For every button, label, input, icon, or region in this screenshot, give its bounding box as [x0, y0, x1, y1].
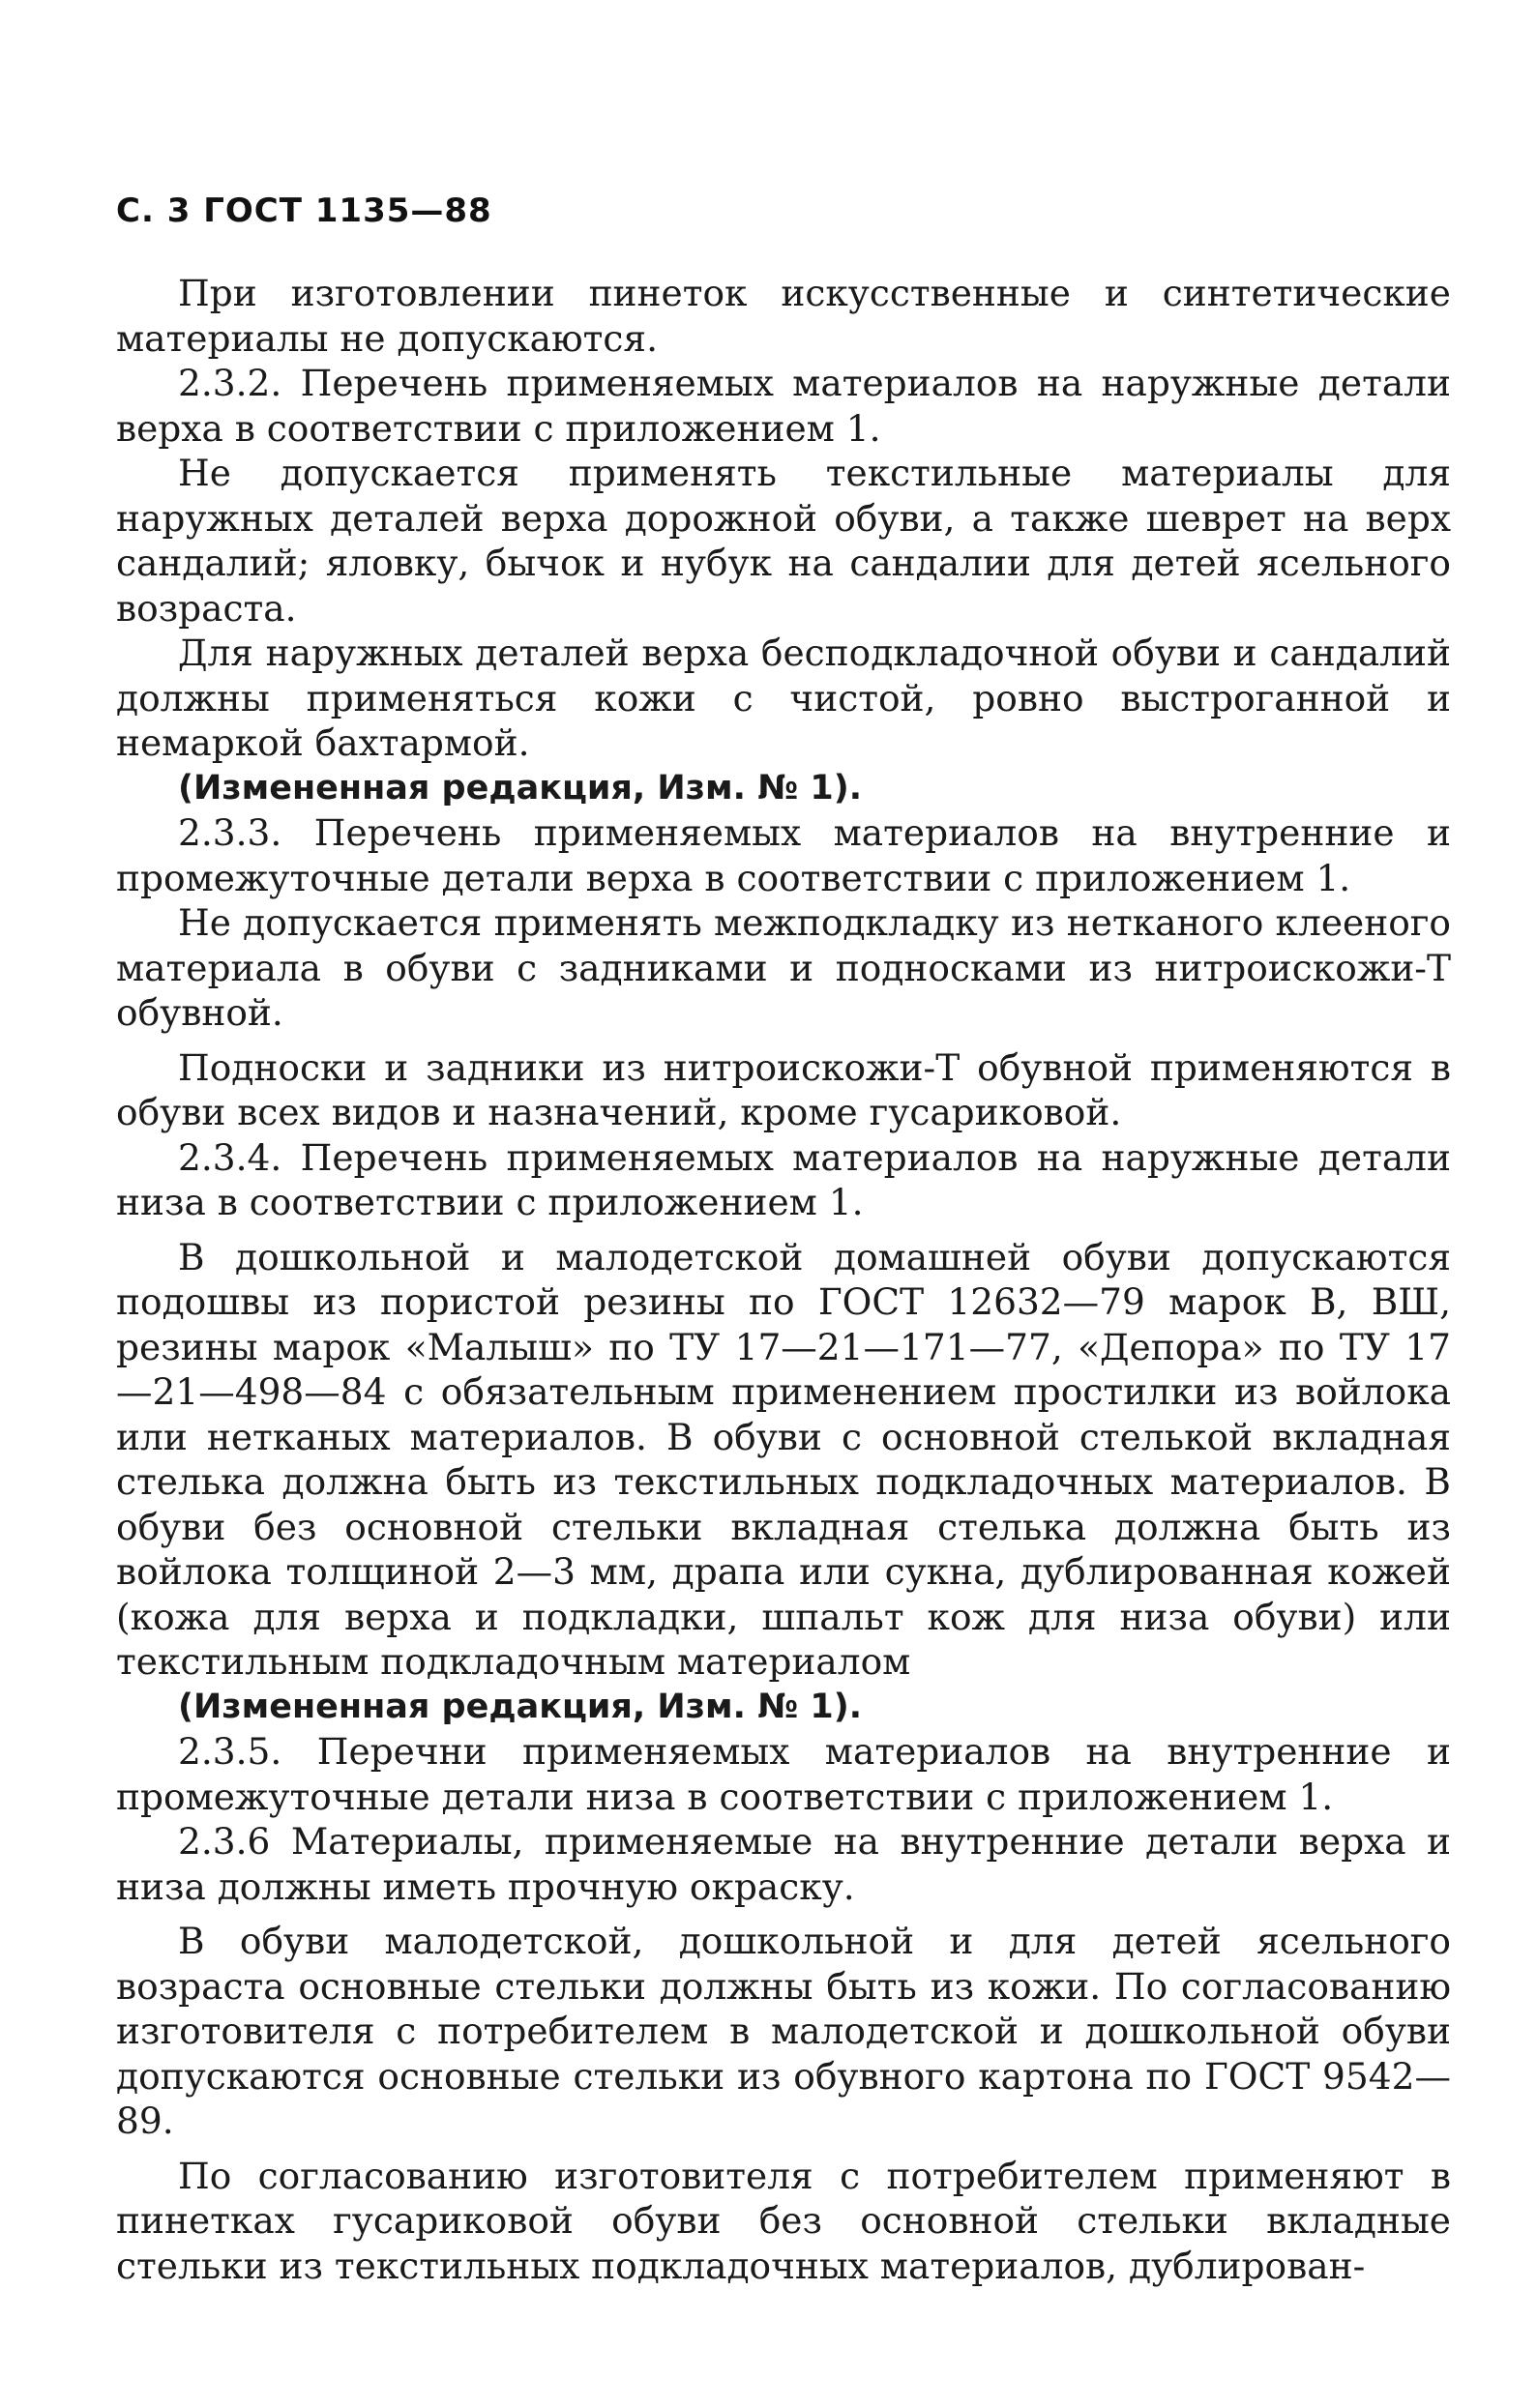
clause-2-3-5: 2.3.5. Перечни применяемых материалов на внутренние и промежуточные детали низа в соответствии с приложением 1.	[116, 1730, 1451, 1818]
amendment-note: (Измененная редакция, Изм. № 1).	[178, 1687, 863, 1726]
clause-2-3-4: 2.3.4. Перечень применяемых материалов на наружные детали низа в соответствии с приложением 1.	[116, 1135, 1451, 1223]
paragraph: Не допускается применять текстильные материалы для наружных деталей верха дорожной обуви, а также шеврет на верх сандалий; яловку, бычок и нубук на сандалии для детей ясельного возраста.	[116, 452, 1451, 630]
paragraph: Для наружных деталей верха бесподкладочной обуви и сандалий должны применяться кожи с чистой, ровно выстроганной и немаркой бахтармой.	[116, 631, 1451, 764]
paragraph: В обуви малодетской, дошкольной и для детей ясельного возраста основные стельки должны быть из кожи. По согласованию изготовителя с потребителем в малодетской и дошкольной обуви допускаются основные стельки из обувного картона по ГОСТ 9542—89.	[116, 1920, 1451, 2142]
paragraph: Подноски и задники из нитроискожи-Т обувной применяются в обуви всех видов и назначений, кроме гусариковой.	[116, 1045, 1451, 1133]
clause-2-3-2: 2.3.2. Перечень применяемых материалов на наружные детали верха в соответствии с приложением 1.	[116, 362, 1451, 450]
paragraph: В дошкольной и малодетской домашней обуви допускаются подошвы из пористой резины по ГОСТ 12632—79 марок В, ВШ, резины марок «Малыш» по ТУ 17—21—171—77, «Депора» по ТУ 17—21—498—84 с обязательным применением простилки из войлока или нетканых материалов. В обуви с основной стелькой вкладная стелька должна быть из текстильных подкладочных материалов. В обуви без основной стельки вкладная стелька должна быть из войлока толщиной 2—3 мм, драпа или сукна, дублированная кожей (кожа для верха и подкладки, шпальт кож для низа обуви) или текстильным подкладочным материалом	[116, 1235, 1451, 1683]
paragraph: Не допускается применять межподкладку из нетканого клееного материала в обуви с задниками и подносками из нитроискожи-Т обувной.	[116, 901, 1451, 1034]
document-body	[116, 271, 1451, 2288]
paragraph: При изготовлении пинеток искусственные и синтетические материалы не допускаются.	[116, 272, 1451, 360]
clause-2-3-6: 2.3.6 Материалы, применяемые на внутренние детали верха и низа должны иметь прочную окраску.	[116, 1820, 1451, 1908]
page-header: С. 3 ГОСТ 1135—88	[116, 191, 492, 230]
amendment-note: (Измененная редакция, Изм. № 1).	[178, 768, 863, 808]
clause-2-3-3: 2.3.3. Перечень применяемых материалов на внутренние и промежуточные детали верха в соответствии с приложением 1.	[116, 811, 1451, 899]
paragraph: По согласованию изготовителя с потребителем применяют в пинетках гусариковой обуви без основной стельки вкладные стельки из текстильных подкладочных материалов, дублирован-	[116, 2154, 1451, 2287]
